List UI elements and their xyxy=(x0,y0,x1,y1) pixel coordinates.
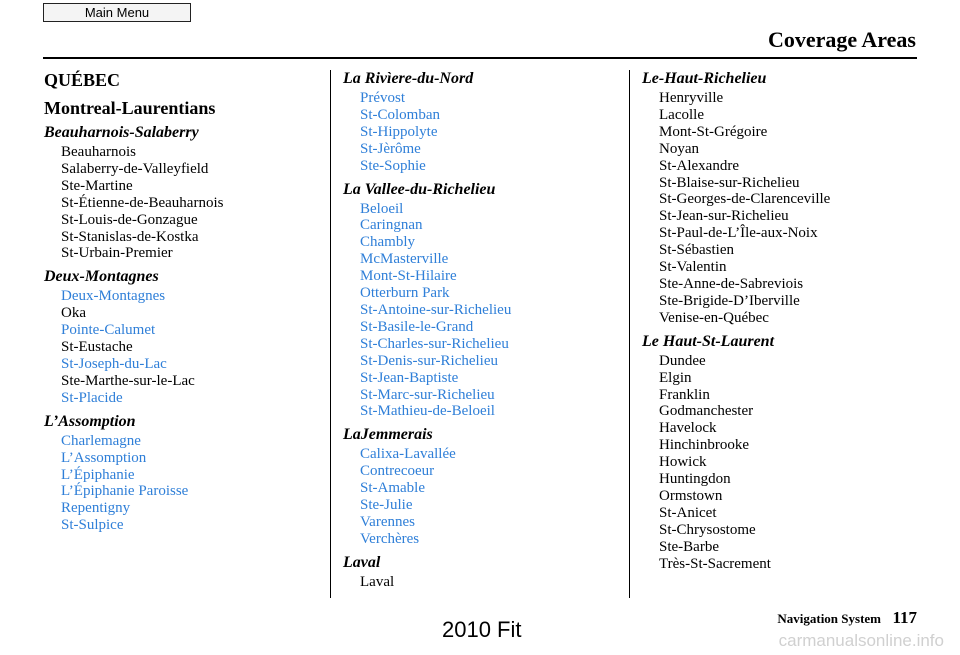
coverage-column-3 xyxy=(642,70,922,578)
town-link[interactable]: St-Sulpice xyxy=(61,517,124,534)
town-link[interactable]: McMasterville xyxy=(360,251,449,268)
town-link[interactable]: Deux-Montagnes xyxy=(61,288,166,305)
town-item: Ste-Martine xyxy=(61,177,133,194)
town-link[interactable]: Prévost xyxy=(360,90,405,106)
town-list xyxy=(44,144,324,262)
town-item: Laval xyxy=(360,573,395,590)
page-title: Coverage Areas xyxy=(767,27,916,52)
town-list xyxy=(642,90,922,327)
town-item: St-Étienne-de-Beauharnois xyxy=(61,194,224,211)
town-item: Havelock xyxy=(659,420,717,437)
town-link[interactable]: Ste-Sophie xyxy=(360,157,426,174)
footer-section-label: Navigation System xyxy=(777,611,881,626)
town-item: Ste-Anne-de-Sabreviois xyxy=(659,275,804,292)
town-link[interactable]: St-Amable xyxy=(360,480,425,497)
town-item: Franklin xyxy=(659,386,710,403)
county-heading: Deux-Montagnes xyxy=(44,268,159,286)
town-link[interactable]: Verchères xyxy=(360,530,420,547)
coverage-column-1 xyxy=(44,70,324,540)
town-link[interactable]: St-Denis-sur-Richelieu xyxy=(360,352,499,369)
town-item: Ste-Barbe xyxy=(659,538,719,555)
town-item: St-Louis-de-Gonzague xyxy=(61,211,198,228)
town-item: Très-St-Sacrement xyxy=(659,555,771,572)
town-item: Ste-Marthe-sur-le-Lac xyxy=(61,372,195,389)
region-heading: Montreal-Laurentians xyxy=(44,98,216,118)
town-link[interactable]: St-Colomban xyxy=(360,106,441,123)
town-link[interactable]: St-Mathieu-de-Beloeil xyxy=(360,403,495,420)
town-item: St-Chrysostome xyxy=(659,521,756,538)
town-item: Henryville xyxy=(659,90,724,106)
county-groups xyxy=(642,70,922,572)
town-link[interactable]: Mont-St-Hilaire xyxy=(360,268,457,285)
town-link[interactable]: St-Marc-sur-Richelieu xyxy=(360,386,495,403)
town-item: St-Anicet xyxy=(659,504,717,521)
town-list xyxy=(44,288,324,406)
coverage-column-2 xyxy=(343,70,623,597)
town-link[interactable]: Otterburn Park xyxy=(360,285,450,302)
page-number: 117 xyxy=(892,608,917,627)
town-item: St-Eustache xyxy=(61,339,133,356)
town-item: St-Sébastien xyxy=(659,242,734,259)
town-item: St-Jean-sur-Richelieu xyxy=(659,208,789,225)
town-item: Hinchinbrooke xyxy=(659,437,749,454)
main-menu-button[interactable]: Main Menu xyxy=(43,3,191,22)
town-item: Mont-St-Grégoire xyxy=(659,123,768,140)
town-link[interactable]: Beloeil xyxy=(360,200,404,217)
town-item: Noyan xyxy=(659,140,699,157)
town-item: Lacolle xyxy=(659,106,704,123)
column-divider xyxy=(629,70,630,598)
county-heading: La Vallee-du-Richelieu xyxy=(343,180,496,198)
town-link[interactable]: L’Assomption xyxy=(61,449,147,466)
town-link[interactable]: St-Hippolyte xyxy=(360,123,438,140)
county-heading: La Rivìere-du-Nord xyxy=(343,70,474,87)
town-list xyxy=(343,574,623,591)
county-groups xyxy=(343,70,623,591)
column-divider xyxy=(330,70,331,598)
town-link[interactable]: Calixa-Lavallée xyxy=(360,446,456,463)
county-heading: LaJemmerais xyxy=(343,426,433,444)
town-list xyxy=(44,433,324,534)
town-item: Salaberry-de-Valleyfield xyxy=(61,160,209,177)
province-heading: QUÉBEC xyxy=(44,70,121,90)
town-link[interactable]: St-Charles-sur-Richelieu xyxy=(360,335,509,352)
town-list xyxy=(642,353,922,573)
town-item: Huntingdon xyxy=(659,471,731,488)
town-item: Howick xyxy=(659,454,707,471)
town-item: St-Blaise-sur-Richelieu xyxy=(659,174,800,191)
town-link[interactable]: St-Antoine-sur-Richelieu xyxy=(360,301,512,318)
title-divider xyxy=(43,57,917,59)
town-item: Dundee xyxy=(659,352,706,369)
town-item: Beauharnois xyxy=(61,144,136,160)
town-list xyxy=(343,446,623,547)
county-heading: Laval xyxy=(343,553,381,571)
county-heading: Le-Haut-Richelieu xyxy=(642,70,767,87)
town-link[interactable]: Repentigny xyxy=(61,500,131,517)
county-heading: Beauharnois-Salaberry xyxy=(44,124,199,141)
watermark: carmanualsonline.info xyxy=(778,631,944,650)
town-link[interactable]: Chambly xyxy=(360,234,415,251)
town-item: Godmanchester xyxy=(659,403,754,420)
town-list xyxy=(343,90,623,175)
town-list xyxy=(343,201,623,421)
town-item: Ste-Brigide-D’Iberville xyxy=(659,292,800,309)
town-link[interactable]: Charlemagne xyxy=(61,432,141,449)
town-item: St-Georges-de-Clarenceville xyxy=(659,191,831,208)
town-link[interactable]: St-Joseph-du-Lac xyxy=(61,355,167,372)
town-item: Oka xyxy=(61,305,86,322)
town-link[interactable]: Caringnan xyxy=(360,217,423,234)
town-item: Venise-en-Québec xyxy=(659,309,769,326)
town-item: Ormstown xyxy=(659,487,723,504)
town-link[interactable]: L’Épiphanie Paroisse xyxy=(61,483,189,500)
county-heading: Le Haut-St-Laurent xyxy=(642,332,775,350)
town-item: St-Stanislas-de-Kostka xyxy=(61,228,199,245)
town-item: St-Alexandre xyxy=(659,157,739,174)
town-link[interactable]: L’Épiphanie xyxy=(61,466,135,483)
town-link[interactable]: Ste-Julie xyxy=(360,497,413,514)
town-link[interactable]: Varennes xyxy=(360,513,415,530)
town-link[interactable]: St-Jean-Baptiste xyxy=(360,369,459,386)
town-link[interactable]: Pointe-Calumet xyxy=(61,322,156,339)
town-item: Elgin xyxy=(659,369,692,386)
town-item: St-Urbain-Premier xyxy=(61,245,173,262)
town-link[interactable]: St-Basile-le-Grand xyxy=(360,318,474,335)
town-link[interactable]: Contrecoeur xyxy=(360,463,435,480)
vehicle-model-label: 2010 Fit xyxy=(442,617,522,642)
town-item: St-Valentin xyxy=(659,259,727,276)
town-item: St-Paul-de-L’Île-aux-Noix xyxy=(659,225,818,242)
county-groups xyxy=(44,124,324,534)
town-link[interactable]: St-Jèrôme xyxy=(360,140,421,157)
county-heading: L’Assomption xyxy=(44,412,136,430)
town-link[interactable]: St-Placide xyxy=(61,389,123,406)
